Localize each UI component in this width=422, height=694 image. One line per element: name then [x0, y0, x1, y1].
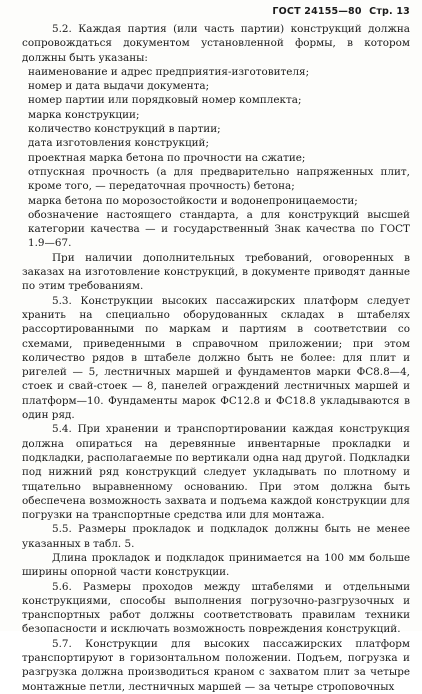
paragraph-pad-length: Длина прокладок и подкладок принимается на 100 мм больше ширины опорной части конструкции. — [22, 551, 410, 579]
paragraph-5-2: 5.2. Каждая партия (или часть партии) конструкций должна сопровождаться документом установленной формы, в котором должны быть указаны: — [22, 23, 410, 64]
paragraph-5-7: 5.7. Конструкции для высоких пассажирских платформ транспортируют в горизонтальном положении. Подъем, погрузка и разгрузка должна производиться краном с захватом плит за четыре монтажные петли, лестничных маршей — за четыре строповочных — [22, 637, 410, 693]
list-item: марка бетона по морозостойкости и водонепроницаемости; — [28, 194, 358, 207]
paragraph-5-3: 5.3. Конструкции высоких пассажирских платформ следует хранить на специально оборудованных складах в штабелях рассортированными по маркам и партиям в соответствии со схемами, приведенными в справочном приложении; при этом количество рядов в штабеле должно быть не более: для плит и ригелей — 5, лестничных маршей и фундаментов марки ФС8.8—4, стоек и свай-стоек — 8, панелей ограждений лестничных маршей и платформ—10. Фундаменты марок ФС12.8 и ФС18.8 укладываются в один ряд. — [22, 294, 410, 422]
list-item: наименование и адрес предприятия-изготовителя; — [28, 65, 310, 78]
document-body — [22, 22, 410, 694]
paragraph-5-5: 5.5. Размеры прокладок и подкладок должны быть не менее указанных в табл. 5. — [22, 523, 410, 550]
list-item: обозначение настоящего стандарта, а для конструкций высшей категории качества — и государственный Знак качества по ГОСТ 1.9—67. — [28, 208, 410, 250]
list-item: отпускная прочность (а для предварительно напряженных плит, кроме того, — передаточная прочность) бетона; — [28, 165, 410, 193]
paragraph-5-6: 5.6. Размеры проходов между штабелями и отдельными конструкциями, способы выполнения погрузочно-разгрузочных и транспортных работ должны соответствовать правилам техники безопасности и исключать возможность повреждения конструкций. — [22, 580, 410, 636]
list-item: дата изготовления конструкций; — [28, 137, 209, 150]
list-item: марка конструкции; — [28, 108, 140, 121]
list-item: проектная марка бетона по прочности на сжатие; — [28, 151, 306, 164]
list-item: номер и дата выдачи документа; — [28, 80, 210, 93]
paragraph-additional-requirements: При наличии дополнительных требований, оговоренных в заказах на изготовление конструкций, в документе приводят данные по этим требованиям. — [22, 251, 410, 293]
list-item: номер партии или порядковый номер комплекта; — [28, 94, 302, 107]
paragraph-5-4: 5.4. При хранении и транспортировании каждая конструкция должна опираться на деревянные инвентарные прокладки и подкладки, располагаемые по вертикали одна над другой. Подкладки под нижний ряд конструкций следует укладывать по плотному и тщательно выравненному основанию. При этом должна быть обеспечена возможность захвата и подъема каждой конструкции для погрузки на транспортные средства или для монтажа. — [22, 423, 410, 522]
standard-number: ГОСТ 24155—80 — [272, 6, 362, 17]
page-number: Стр. 13 — [369, 6, 410, 17]
page-header — [268, 6, 410, 17]
document-fields-list — [22, 65, 410, 251]
list-item: количество конструкций в партии; — [28, 123, 221, 136]
